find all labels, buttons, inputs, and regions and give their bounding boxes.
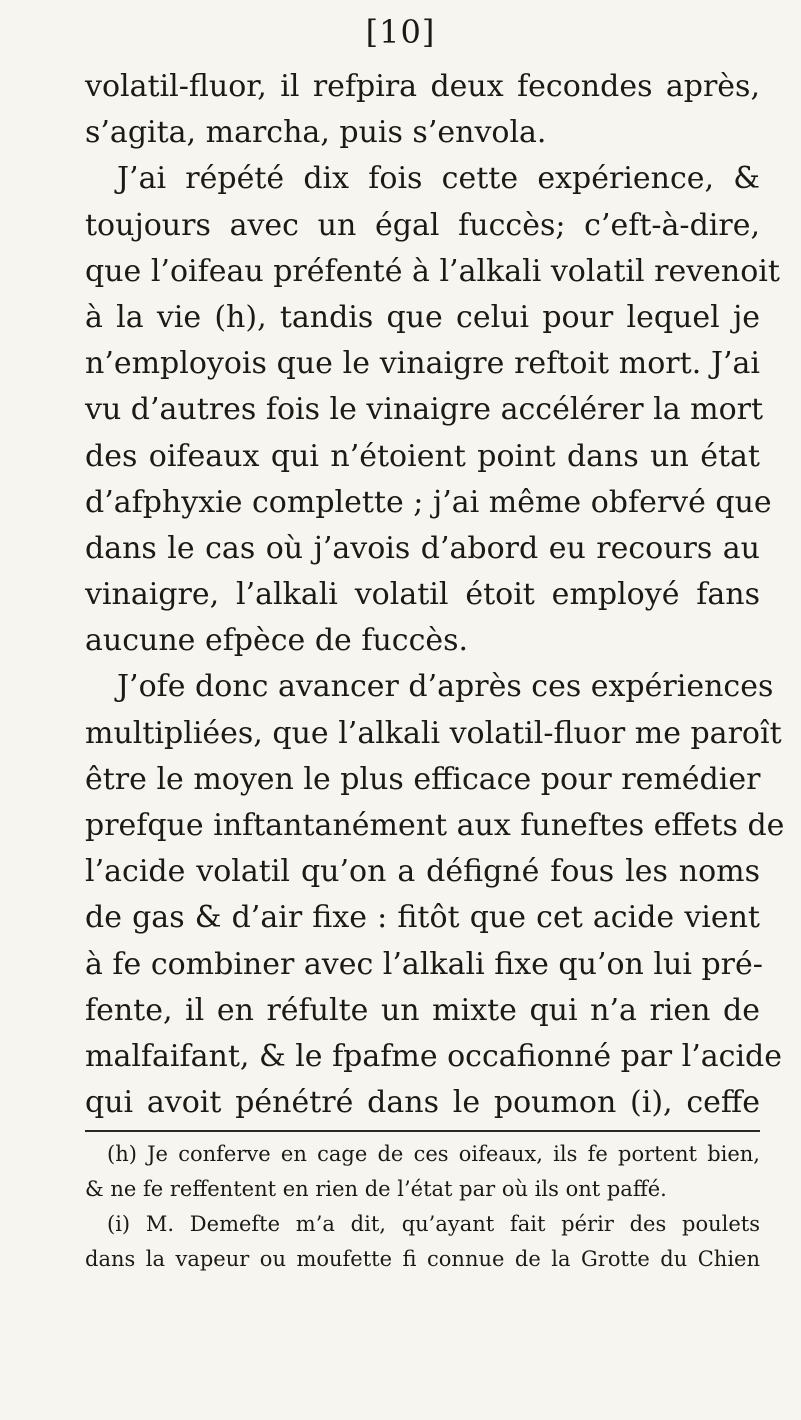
text-line: dans le cas où j’avois d’abord eu recours au	[85, 530, 760, 566]
text-line: malfaifant, & le fpafme occafionné par l’acide	[85, 1038, 783, 1074]
footnote-line: (h) Je conferve en cage de ces oifeaux, ils fe portent bien,	[107, 1142, 760, 1166]
footnote-divider	[85, 1130, 760, 1132]
text-line: des oifeaux qui n’étoient point dans un état	[85, 438, 760, 474]
text-line: J’ai répété dix fois cette expérience, &	[117, 161, 760, 197]
text-line: vu d’autres fois le vinaigre accélérer la mort	[85, 392, 764, 428]
text-line: qui avoit pénétré dans le poumon (i), ceffe	[85, 1085, 760, 1121]
footnote-line: & ne fe reffentent en rien de l’état par où ils ont paffé.	[85, 1177, 667, 1201]
footnote-line: (i) M. Demefte m’a dit, qu’ayant fait périr des poulets	[107, 1212, 760, 1236]
text-line: être le moyen le plus efficace pour remédier	[85, 761, 761, 797]
text-line: volatil-fluor, il refpira deux fecondes après,	[85, 69, 760, 104]
text-line: n’employois que le vinaigre reftoit mort. J’ai	[85, 346, 760, 382]
text-line: toujours avec un égal fuccès; c’eft-à-dire,	[85, 207, 760, 243]
footnotes	[85, 1137, 760, 1277]
text-line: aucune efpèce de fuccès.	[85, 623, 469, 659]
text-line: que l’oifeau préfenté à l’alkali volatil revenoit	[85, 253, 780, 289]
text-line: à fe combiner avec l’alkali fixe qu’on lui pré-	[85, 946, 763, 982]
footnote-line: dans la vapeur ou moufette fi connue de la Grotte du Chien	[85, 1247, 760, 1271]
text-line: fente, il en réfulte un mixte qui n’a rien de	[85, 992, 760, 1028]
text-line: J’ofe donc avancer d’après ces expériences	[117, 669, 774, 705]
text-line: vinaigre, l’alkali volatil étoit employé fans	[85, 577, 760, 613]
text-line: à la vie (h), tandis que celui pour lequel je	[85, 299, 760, 335]
page-number: [10]	[365, 13, 436, 51]
text-line: l’acide volatil qu’on a défigné fous les noms	[85, 854, 760, 890]
text-line: s’agita, marcha, puis s’envola.	[85, 115, 547, 151]
text-line: multipliées, que l’alkali volatil-fluor me paroît	[85, 715, 782, 751]
body-text	[85, 64, 785, 1126]
text-line: d’afphyxie complette ; j’ai même obfervé que	[85, 484, 772, 520]
text-line: de gas & d’air fixe : fitôt que cet acide vient	[85, 900, 760, 936]
text-line: prefque inftantanément aux funeftes effets de	[85, 808, 785, 843]
